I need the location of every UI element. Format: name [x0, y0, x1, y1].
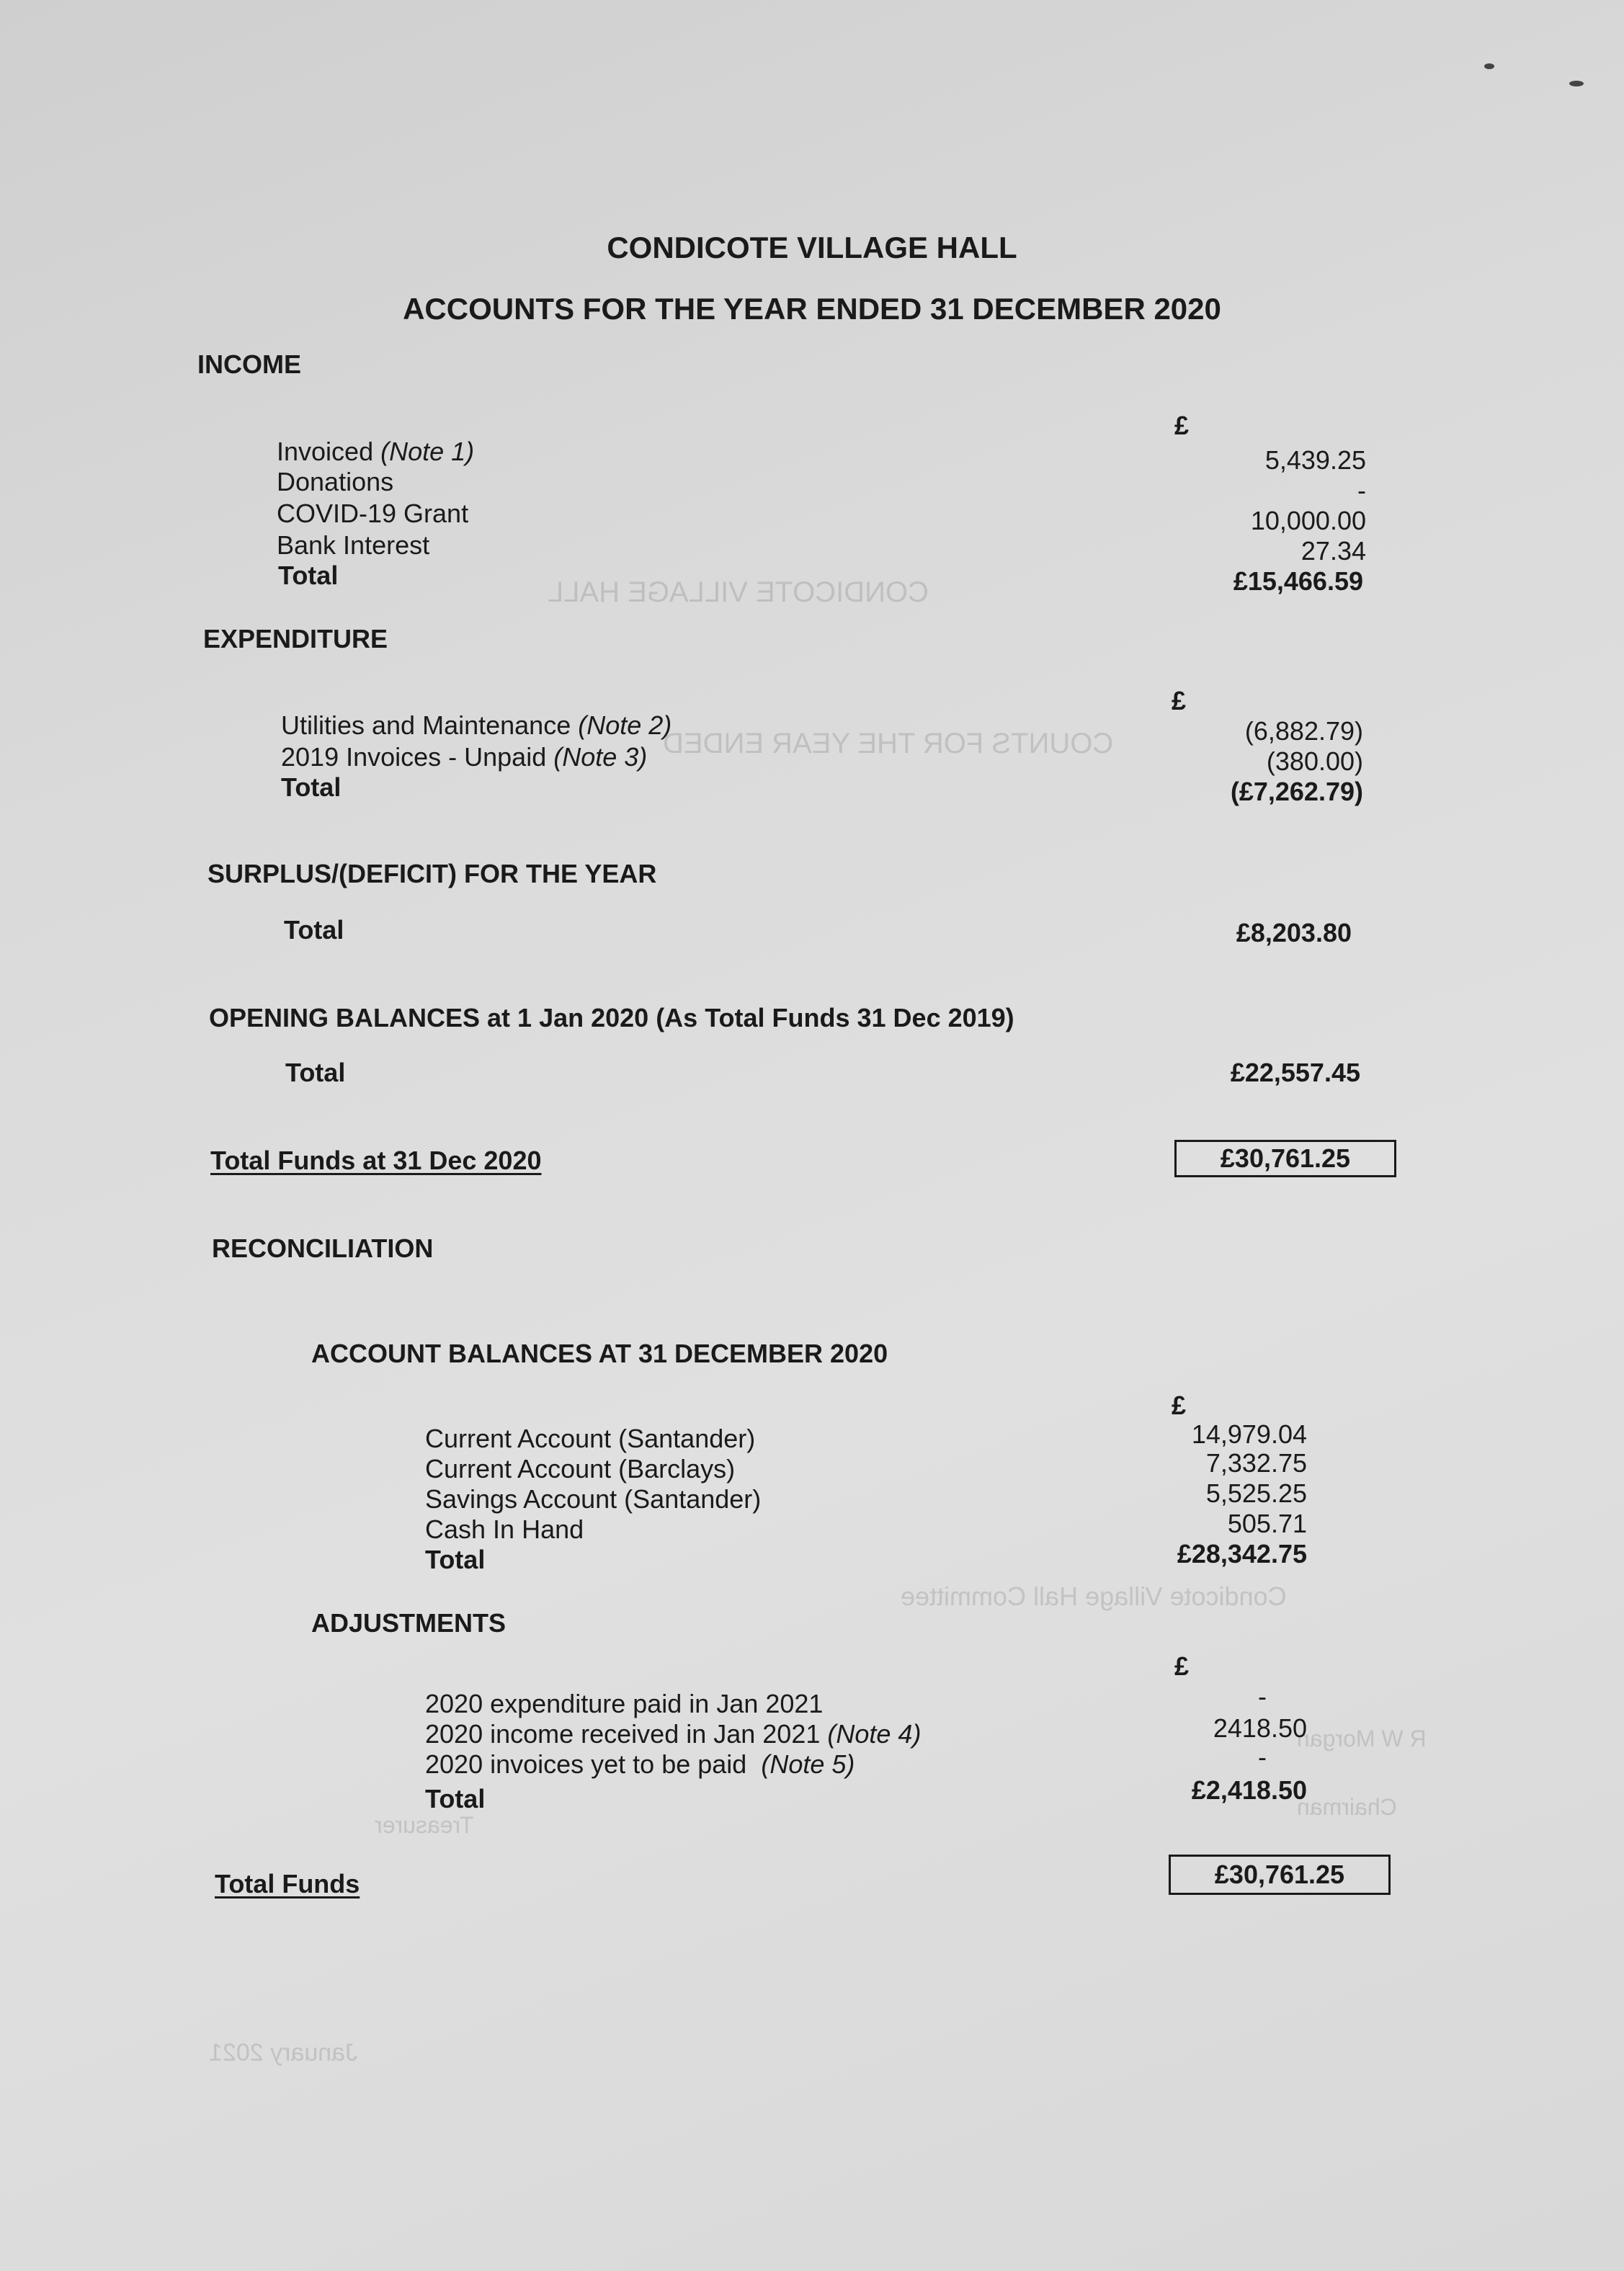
account-balances-heading: ACCOUNT BALANCES AT 31 DECEMBER 2020 [311, 1339, 888, 1368]
account-item-label: Current Account (Santander) [425, 1424, 756, 1453]
income-item-value: 10,000.00 [1250, 506, 1366, 535]
adjustments-heading: ADJUSTMENTS [311, 1608, 507, 1638]
account-item-value: 5,525.25 [1205, 1478, 1307, 1508]
paper-mark [1569, 81, 1584, 86]
income-item-label: Invoiced (Note 1) [277, 437, 475, 466]
organisation-title: CONDICOTE VILLAGE HALL [607, 231, 1017, 264]
adjustment-item-value: 2418.50 [1213, 1713, 1307, 1743]
expenditure-heading: EXPENDITURE [203, 624, 388, 653]
account-item-value: 14,979.04 [1191, 1419, 1307, 1449]
total-funds-year-label: Total Funds at 31 Dec 2020 [210, 1146, 542, 1175]
adjustment-item-label: 2020 expenditure paid in Jan 2021 [425, 1689, 824, 1718]
currency-symbol: £ [1174, 411, 1190, 440]
currency-symbol: £ [1172, 1391, 1187, 1420]
adjustment-item-value: - [1258, 1742, 1267, 1772]
account-item-label: Current Account (Barclays) [425, 1454, 736, 1483]
income-item-label: COVID-19 Grant [277, 499, 469, 528]
opening-total-label: Total [285, 1058, 346, 1087]
expenditure-total-label: Total [281, 772, 342, 802]
show-through-text: CONDICOTE VILLAGE HALL [548, 576, 929, 608]
adjustment-item-label: 2020 invoices yet to be paid (Note 5) [425, 1749, 855, 1779]
income-item-label: Bank Interest [277, 530, 430, 560]
adjustment-total-value: £2,418.50 [1191, 1775, 1307, 1805]
show-through-text: Chairman [1297, 1794, 1397, 1820]
expenditure-item-value: (380.00) [1266, 746, 1363, 776]
opening-total-value: £22,557.45 [1230, 1058, 1360, 1087]
show-through-text: Condicote Village Hall Committee [901, 1581, 1287, 1611]
account-item-label: Cash In Hand [425, 1514, 584, 1544]
account-item-value: 7,332.75 [1205, 1448, 1307, 1478]
income-total-label: Total [278, 561, 339, 590]
total-funds-value: £30,761.25 [1169, 1855, 1391, 1895]
income-item-value: 27.34 [1300, 536, 1366, 566]
show-through-text: Treasurer [375, 1812, 474, 1838]
opening-balances-heading: OPENING BALANCES at 1 Jan 2020 (As Total Funds 31 Dec 2019) [209, 1003, 1014, 1032]
show-through-text: R W Morgan [1297, 1726, 1427, 1752]
total-funds-label: Total Funds [215, 1869, 360, 1899]
currency-symbol: £ [1174, 1651, 1190, 1681]
paper-mark [1484, 63, 1494, 69]
account-item-value: 505.71 [1227, 1509, 1307, 1538]
surplus-heading: SURPLUS/(DEFICIT) FOR THE YEAR [208, 859, 657, 888]
currency-symbol: £ [1172, 686, 1187, 715]
surplus-total-label: Total [284, 915, 344, 945]
income-item-value: - [1357, 476, 1366, 505]
adjustment-item-value: - [1258, 1682, 1267, 1711]
show-through-text: COUNTS FOR THE YEAR ENDED [663, 728, 1114, 759]
income-total-value: £15,466.59 [1233, 566, 1363, 596]
income-heading: INCOME [197, 349, 301, 379]
expenditure-item-label: 2019 Invoices - Unpaid (Note 3) [281, 742, 648, 772]
expenditure-item-value: (6,882.79) [1244, 716, 1363, 746]
account-total-value: £28,342.75 [1177, 1539, 1307, 1569]
show-through-text: January 2021 [209, 2039, 358, 2066]
adjustment-item-label: 2020 income received in Jan 2021 (Note 4) [425, 1719, 922, 1749]
accounts-subtitle: ACCOUNTS FOR THE YEAR ENDED 31 DECEMBER 2020 [403, 292, 1221, 326]
income-item-label: Donations [277, 467, 394, 496]
account-total-label: Total [425, 1545, 486, 1574]
income-item-value: 5,439.25 [1264, 445, 1366, 475]
expenditure-item-label: Utilities and Maintenance (Note 2) [281, 710, 672, 740]
surplus-total-value: £8,203.80 [1236, 918, 1352, 947]
adjustment-total-label: Total [425, 1784, 486, 1813]
account-item-label: Savings Account (Santander) [425, 1484, 762, 1514]
total-funds-year-value: £30,761.25 [1174, 1140, 1396, 1177]
reconciliation-heading: RECONCILIATION [212, 1233, 434, 1263]
expenditure-total-value: (£7,262.79) [1230, 777, 1363, 806]
